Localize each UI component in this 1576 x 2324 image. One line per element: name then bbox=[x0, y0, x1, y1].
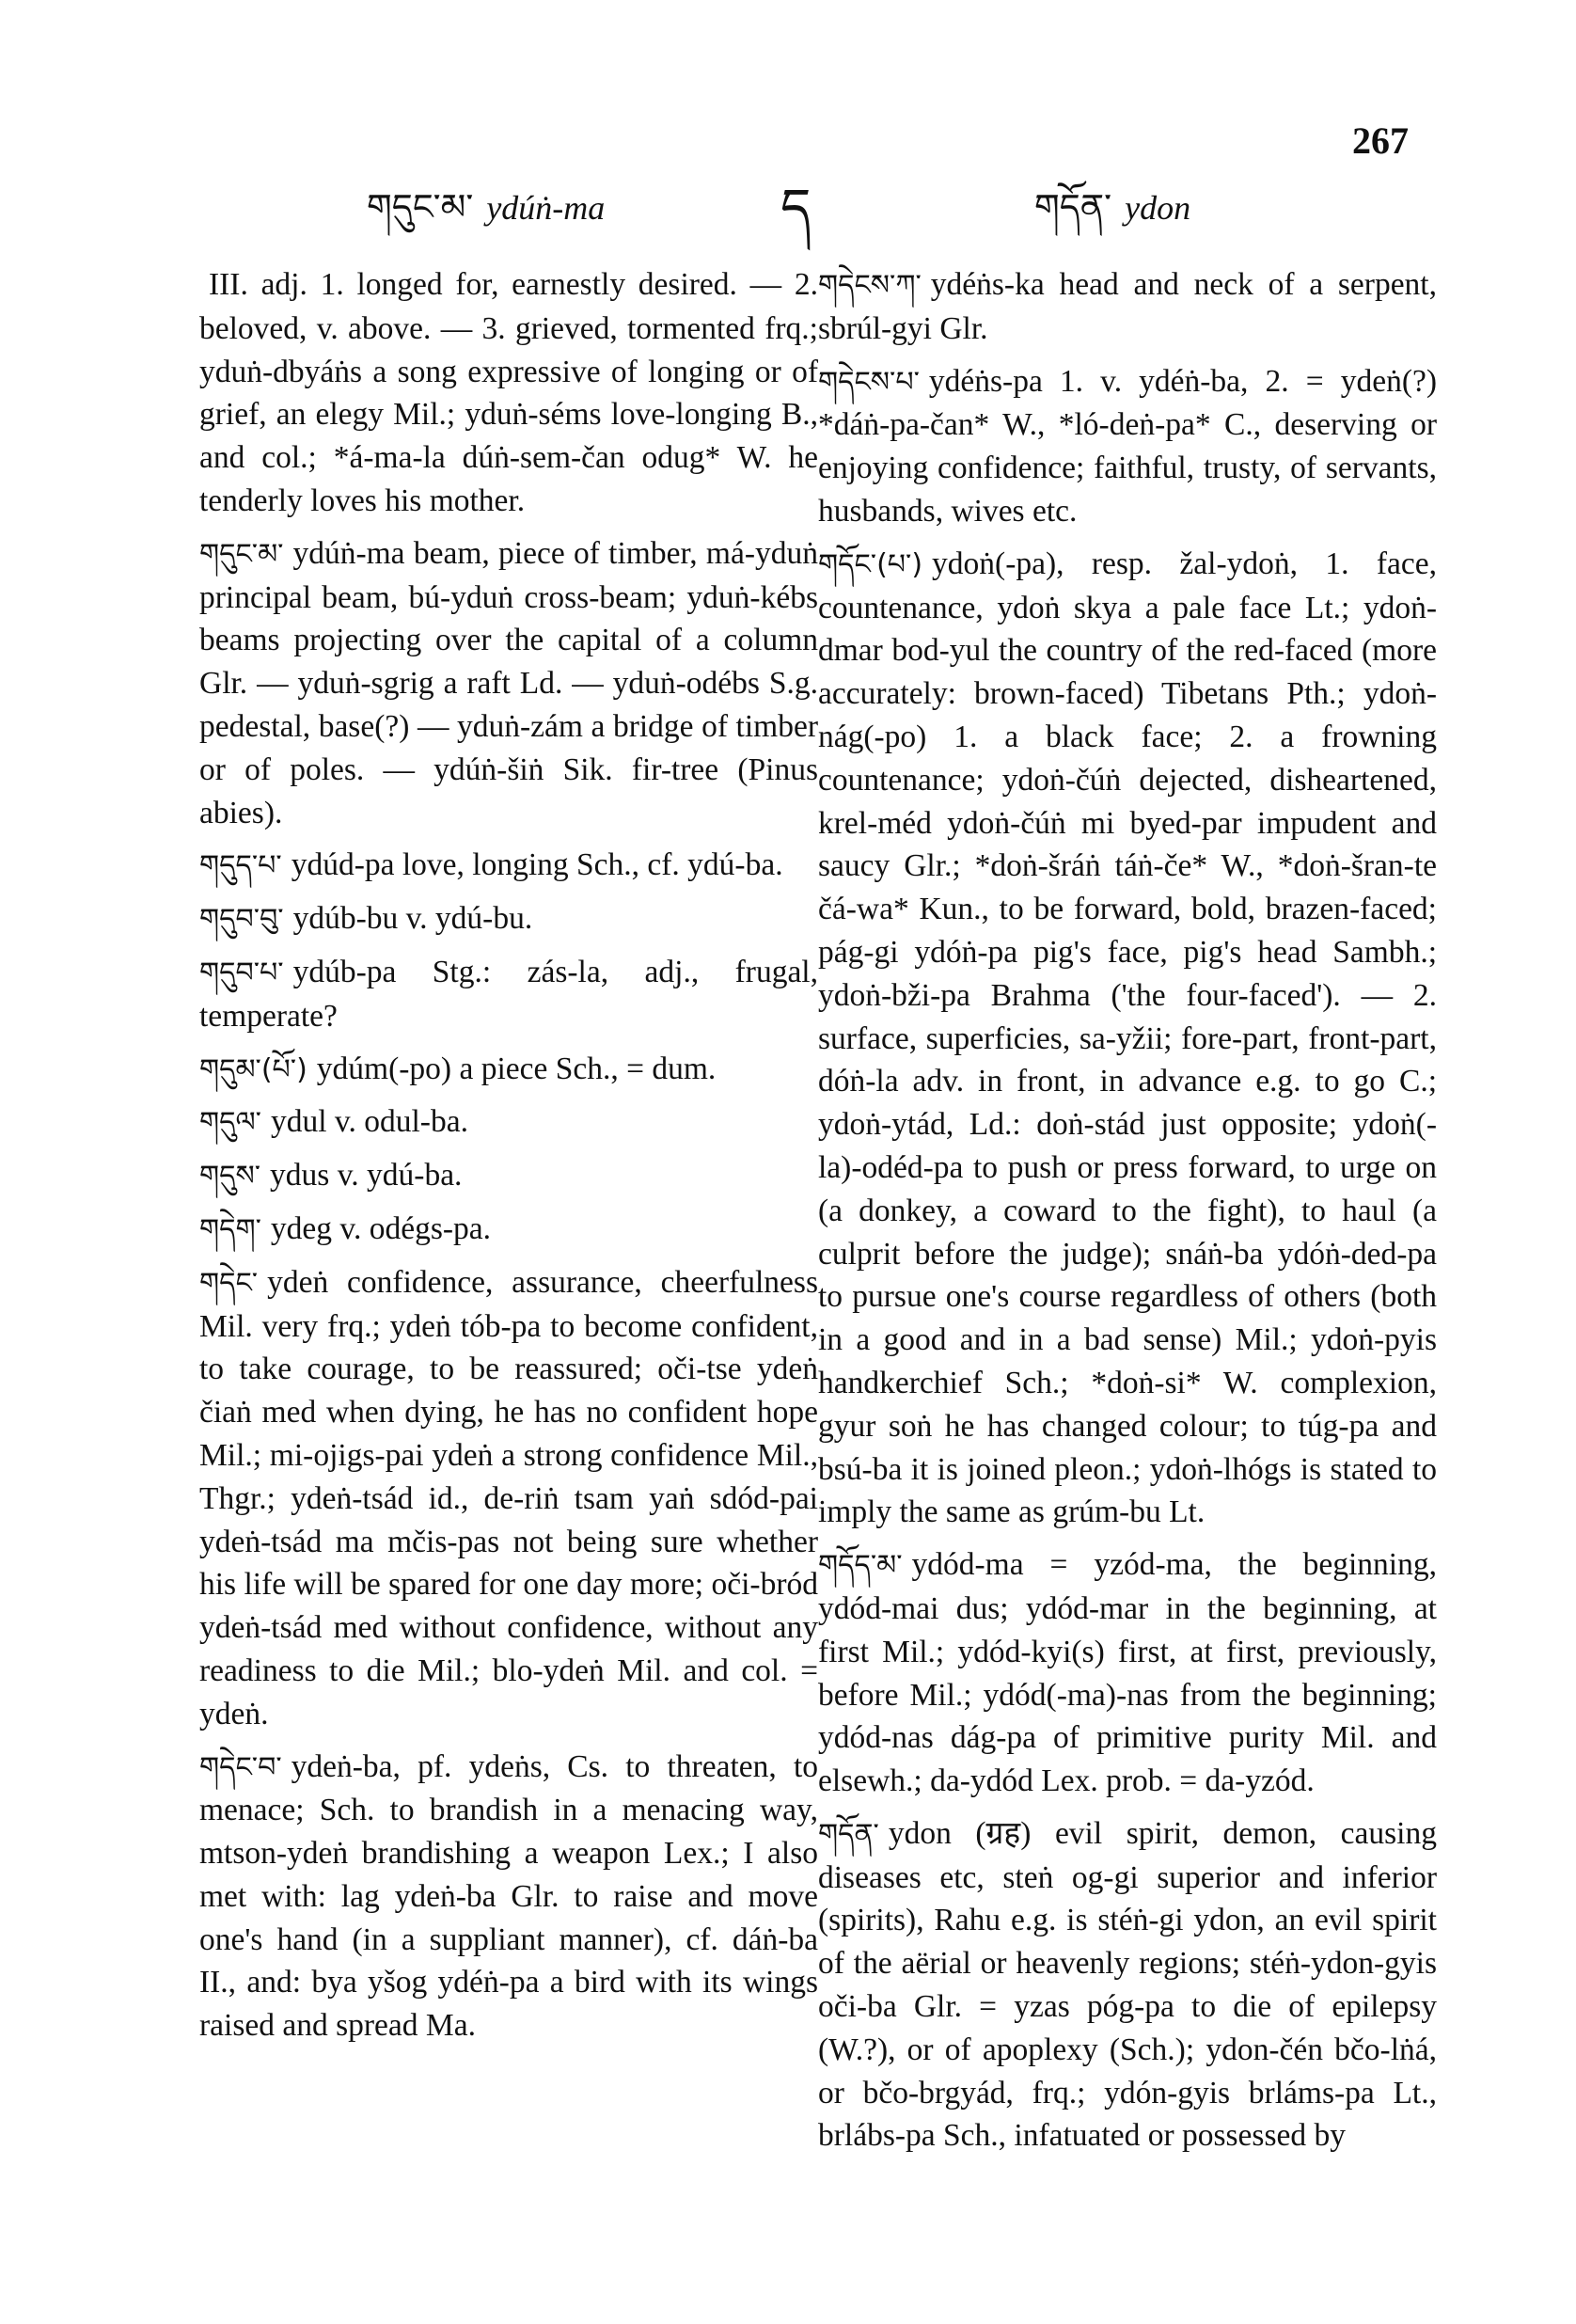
entry-headword-tibetan: གདེག་ bbox=[199, 1212, 261, 1246]
dictionary-entry bbox=[818, 1543, 1437, 1803]
dictionary-entry bbox=[199, 1154, 818, 1198]
entry-headword-tibetan: གདུབ་བུ་ bbox=[199, 903, 284, 937]
left-column bbox=[199, 263, 818, 2057]
dictionary-entry bbox=[199, 1100, 818, 1145]
left-guide-word bbox=[367, 167, 605, 268]
entry-definition: ydúṅ-ma beam, piece of timber, má-yduṅ principal beam, bú-yduṅ cross-beam; yduṅ-kébs beams projecting over the capital of a column Glr. — yduṅ-sgrig a raft Ld. — yduṅ-odébs S.g. pedestal, base(?) — yduṅ-zám a bridge of timber or of poles. — ydúṅ-šiṅ Sik. fir-tree (Pinus abies). bbox=[199, 535, 818, 830]
dictionary-entry bbox=[199, 532, 818, 835]
entry-headword-tibetan: གདུབ་པ་ bbox=[199, 956, 284, 989]
entry-definition: ydoṅ(-pa), resp. žal-ydoṅ, 1. face, countenance, ydoṅ skya a pale face Lt.; ydoṅ-dmar bod-yul the country of the red-faced (more accurately: brown-faced) Tibetans Pth.; ydoṅ-nág(-po) 1. a black face; 2. a frowning countenance; ydoṅ-čúṅ dejected, disheartened, krel-méd ydoṅ-čúṅ mi byed-par impudent and saucy Glr.; *doṅ-šráṅ táṅ-če* W., *doṅ-šran-te čá-wa* Kun., to be forward, bold, brazen-faced; pág-gi ydóṅ-pa pig's face, pig's head Sambh.; ydoṅ-bži-pa Brahma ('the four-faced'). — 2. surface, superficies, sa-yžii; fore-part, front-part, dóṅ-la adv. in front, in advance e.g. to go C.; ydoṅ-ytád, Ld.: doṅ-stád just opposite; ydoṅ(-la)-odéd-pa to push or press forward, to urge on (a donkey, a coward to the fight), to haul (a culprit before the judge); snáṅ-ba ydóṅ-ded-pa to pursue one's course regardless of others (both in a good and in a bad sense) Mil.; ydoṅ-pyis handkerchief Sch.; *doṅ-si* W. complexion, gyur soṅ he has changed colour; to túg-pa and bsú-ba it is joined pleon.; ydoṅ-lhógs is stated to imply the same as grúm-bu Lt. bbox=[818, 545, 1437, 1530]
entry-definition: ydúb-bu v. ydú-bu. bbox=[292, 901, 533, 937]
dictionary-entry bbox=[818, 263, 1437, 351]
entry-definition: ydeṅ-ba, pf. ydeṅs, Cs. to threaten, to menace; Sch. to brandish in a menacing way, mtson-ydeṅ brandishing a weapon Lex.; I also met with: lag ydeṅ-ba Glr. to raise and move one's hand (in a suppliant manner), cf. dáṅ-ba II., and: bya yšog ydéṅ-pa a bird with its wings raised and spread Ma. bbox=[199, 1748, 818, 2044]
entry-definition: ydúd-pa love, longing Sch., cf. ydú-ba. bbox=[291, 847, 783, 883]
right-column bbox=[818, 263, 1437, 2167]
dictionary-entry bbox=[199, 844, 818, 888]
dictionary-entry bbox=[199, 897, 818, 941]
entry-definition: ydód-ma = yzód-ma, the beginning, ydód-mai dus; ydód-mar in the beginning, at first Mil.; ydód-kyi(s) first, at first, previously, before Mil.; ydód(-ma)-nas from the beginning; ydód-nas dág-pa of primitive purity Mil. and elsewh.; da-ydód Lex. prob. = da-yzód. bbox=[818, 1547, 1437, 1799]
entry-definition: ydéṅs-ka head and neck of a serpent, sbrúl-gyi Glr. bbox=[818, 267, 1437, 346]
entry-definition: ydeg v. odégs-pa. bbox=[270, 1210, 492, 1246]
dictionary-entry bbox=[818, 360, 1437, 533]
entry-headword-tibetan: གདུང་མ་ bbox=[199, 537, 284, 571]
right-guide-tibetan: གདོན་ bbox=[1034, 186, 1112, 228]
left-guide-roman: ydúṅ-ma bbox=[486, 189, 606, 227]
entry-definition: ydúm(-po) a piece Sch., = dum. bbox=[316, 1051, 717, 1086]
entry-headword-tibetan: གདེང་ bbox=[199, 1266, 259, 1300]
entry-headword-tibetan: གདུལ་ bbox=[199, 1106, 261, 1140]
dictionary-entry bbox=[199, 1208, 818, 1252]
entry-definition: ydéṅs-pa 1. v. ydéṅ-ba, 2. = ydeṅ(?) *dáṅ-pa-čan* W., *ló-deṅ-pa* C., deserving or enjoying confidence; faithful, trusty, of servants, husbands, wives etc. bbox=[818, 363, 1437, 529]
page-header bbox=[0, 111, 1576, 239]
dictionary-entry bbox=[199, 1261, 818, 1736]
entry-headword-tibetan: གདོད་མ་ bbox=[818, 1549, 903, 1583]
dictionary-entry bbox=[199, 951, 818, 1038]
entry-definition: ydus v. ydú-ba. bbox=[270, 1158, 463, 1194]
dictionary-entry bbox=[818, 543, 1437, 1534]
page-number: 267 bbox=[1352, 119, 1409, 162]
dictionary-entry bbox=[199, 1746, 818, 2048]
entry-definition: ydon (ग्रह) evil spirit, demon, causing diseases etc, steṅ og-gi superior and inferior (spirits), Rahu e.g. is stéṅ-gi ydon, an evil spirit of the aërial or heavenly regions; stéṅ-ydon-gyis oči-ba Glr. = yzas póg-pa to die of epilepsy (W.?), or of apoplexy (Sch.); ydon-čén bčo-lṅá, or bčo-brgyád, frq.; ydón-gyis brláms-pa Lt., brlábs-pa Sch., infatuated or possessed by bbox=[818, 1815, 1437, 2154]
entry-headword-tibetan: གདུམ་(པོ་) bbox=[199, 1052, 307, 1086]
entry-definition: ydul v. odul-ba. bbox=[270, 1104, 468, 1140]
entry-headword-tibetan: གདུད་པ་ bbox=[199, 849, 282, 883]
left-guide-tibetan: གདུང་མ་ bbox=[367, 186, 474, 228]
entry-headword-tibetan: གདོན་ bbox=[818, 1817, 879, 1851]
entry-definition: III. adj. 1. longed for, earnestly desired. — 2. beloved, v. above. — 3. grieved, tormented frq.; yduṅ-dbyáṅs a song expressive of longing or of grief, an elegy Mil.; yduṅ-séms love-longing B., and col.; *á-ma-la dúṅ-sem-čan odug* W. he tenderly loves his mother. bbox=[199, 267, 818, 518]
entry-headword-tibetan: གདེང་བ་ bbox=[199, 1750, 282, 1784]
entry-headword-tibetan: གདུས་ bbox=[199, 1160, 261, 1194]
entry-headword-tibetan: གདེངས་ཀ་ bbox=[818, 269, 922, 302]
right-guide-word bbox=[1034, 167, 1190, 268]
dictionary-entry bbox=[199, 263, 818, 523]
entry-headword-tibetan: གདོང་(པ་) bbox=[818, 547, 923, 581]
right-guide-roman: ydon bbox=[1125, 189, 1191, 227]
entry-definition: ydeṅ confidence, assurance, cheerfulness Mil. very frq.; ydeṅ tób-pa to become confident, to take courage, to be reassured; oči-tse ydeṅ čiaṅ med when dying, he has no confident hope Mil.; mi-ojigs-pai ydeṅ a strong confidence Mil., Thgr.; ydeṅ-tsád id., de-riṅ tsam yaṅ sdód-pai ydeṅ-tsád ma mčis-pas not being sure whether his life will be spared for one day more; oči-bród ydeṅ-tsád med without confidence, without any readiness to die Mil.; blo-ydeṅ Mil. and col. = ydeṅ. bbox=[199, 1264, 818, 1731]
dictionary-entry bbox=[199, 1048, 818, 1092]
entry-definition: ydúb-pa Stg.: zás-la, adj., frugal, temperate? bbox=[199, 954, 818, 1034]
dictionary-entry bbox=[818, 1812, 1437, 2158]
entry-headword-tibetan: གདེངས་པ་ bbox=[818, 365, 920, 399]
section-letter: ད bbox=[780, 178, 812, 239]
